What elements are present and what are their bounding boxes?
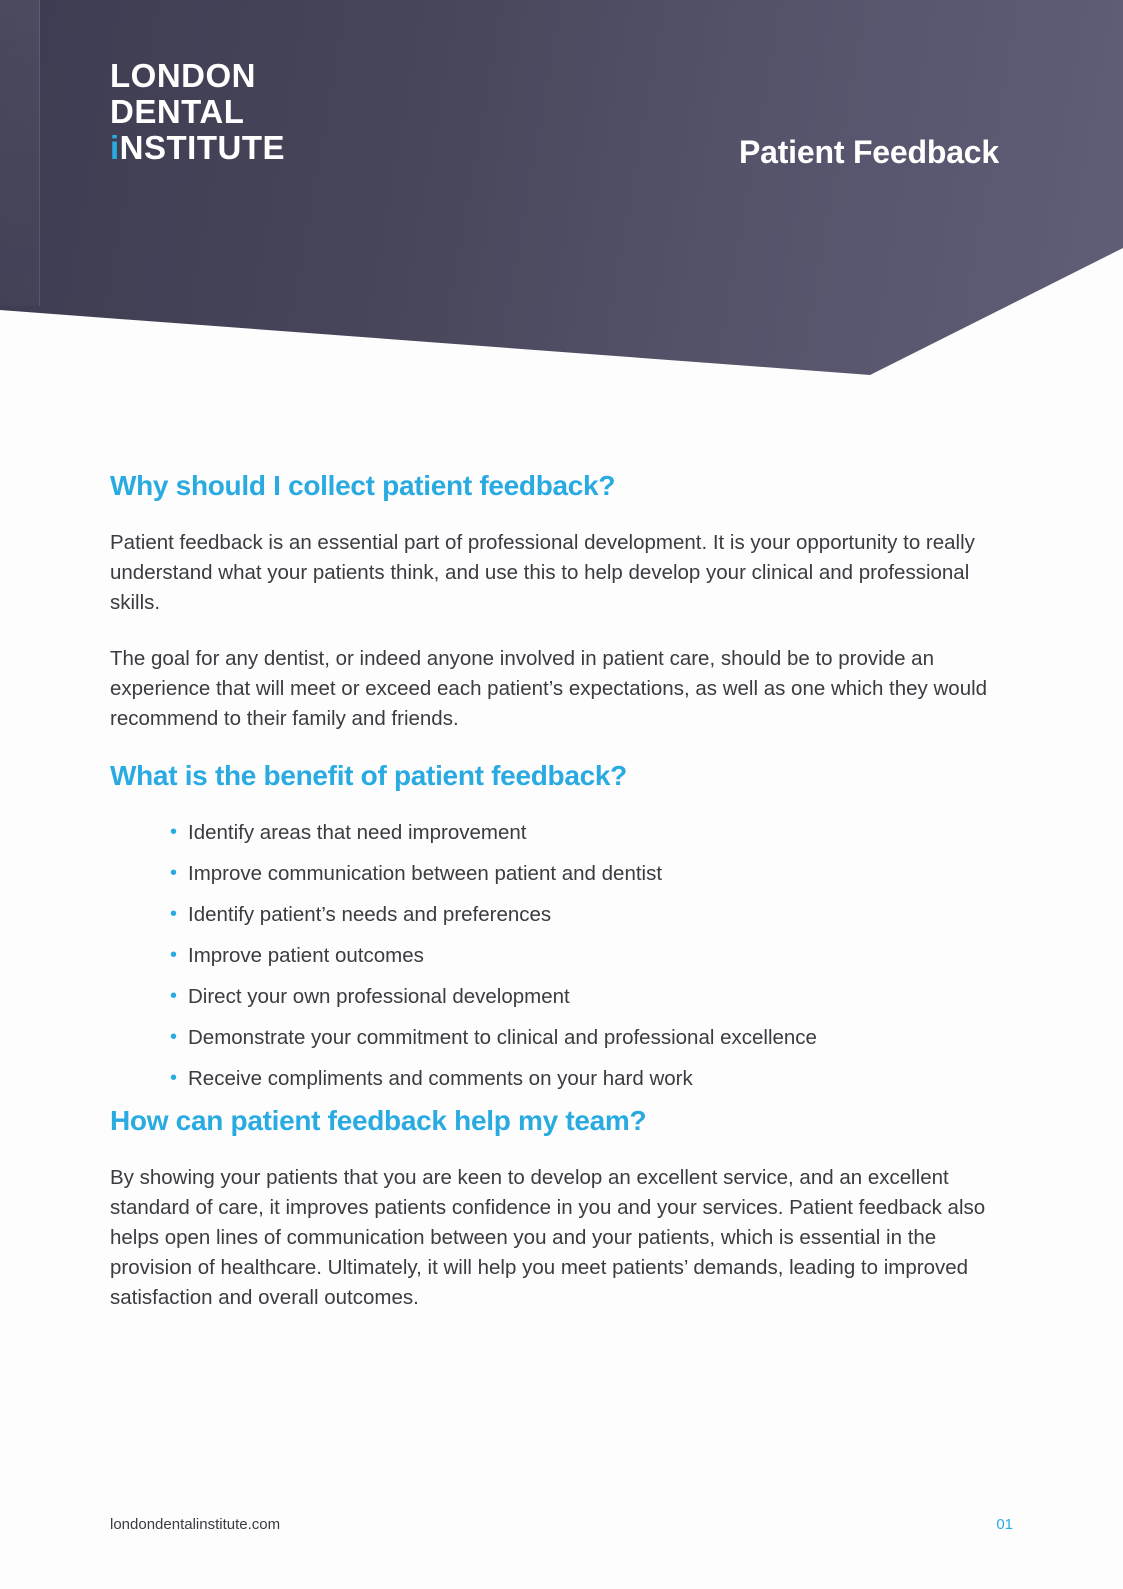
brand-logo bbox=[110, 58, 285, 166]
benefit-list bbox=[170, 818, 1010, 1094]
paragraph-team-1: By showing your patients that you are keen to develop an excellent service, and an excellent standard of care, it improves patients confidence in you and your services. Patient feedback also helps open lines of communication between you and your patients, which is essential in the provision of healthcare. Ultimately, it will help you meet patients’ demands, leading to improved satisfaction and overall outcomes. bbox=[110, 1166, 986, 1309]
logo-line-2: DENTAL bbox=[110, 93, 245, 130]
logo-accent-letter: i bbox=[110, 129, 120, 166]
list-item: • Improve patient outcomes bbox=[170, 941, 1010, 971]
heading-why-collect-feedback: Why should I collect patient feedback? bbox=[110, 470, 616, 501]
list-item: • Direct your own professional development bbox=[170, 982, 1010, 1012]
logo-line-3-text: NSTITUTE bbox=[119, 129, 285, 166]
page-title: Patient Feedback bbox=[738, 134, 999, 170]
footer-website-url: londondentalinstitute.com bbox=[110, 1516, 281, 1533]
header-left-edge bbox=[0, 0, 40, 306]
list-item: • Improve communication between patient and dentist bbox=[170, 859, 1010, 889]
logo-line-1: LONDON bbox=[110, 57, 256, 94]
paragraph-why-2: The goal for any dentist, or indeed anyone involved in patient care, should be to provide an experience that will meet or exceed each patient’s expectations, as well as one which they would recommend to their family and friends. bbox=[110, 647, 988, 730]
list-item: • Demonstrate your commitment to clinical and professional excellence bbox=[170, 1023, 1010, 1053]
document-content bbox=[110, 470, 1010, 1339]
footer-page-number: 01 bbox=[996, 1516, 1013, 1533]
list-item: • Identify patient’s needs and preferences bbox=[170, 900, 1010, 930]
list-item: • Identify areas that need improvement bbox=[170, 818, 1010, 848]
logo-line-3 bbox=[110, 130, 285, 166]
heading-benefit-of-feedback: What is the benefit of patient feedback? bbox=[110, 760, 627, 791]
paragraph-why-1: Patient feedback is an essential part of professional development. It is your opportunity to really understand what your patients think, and use this to help develop your clinical and professional skills. bbox=[110, 531, 975, 614]
heading-help-my-team: How can patient feedback help my team? bbox=[110, 1105, 647, 1136]
list-item: • Receive compliments and comments on your hard work bbox=[170, 1064, 1010, 1094]
page-footer bbox=[110, 1516, 1013, 1533]
